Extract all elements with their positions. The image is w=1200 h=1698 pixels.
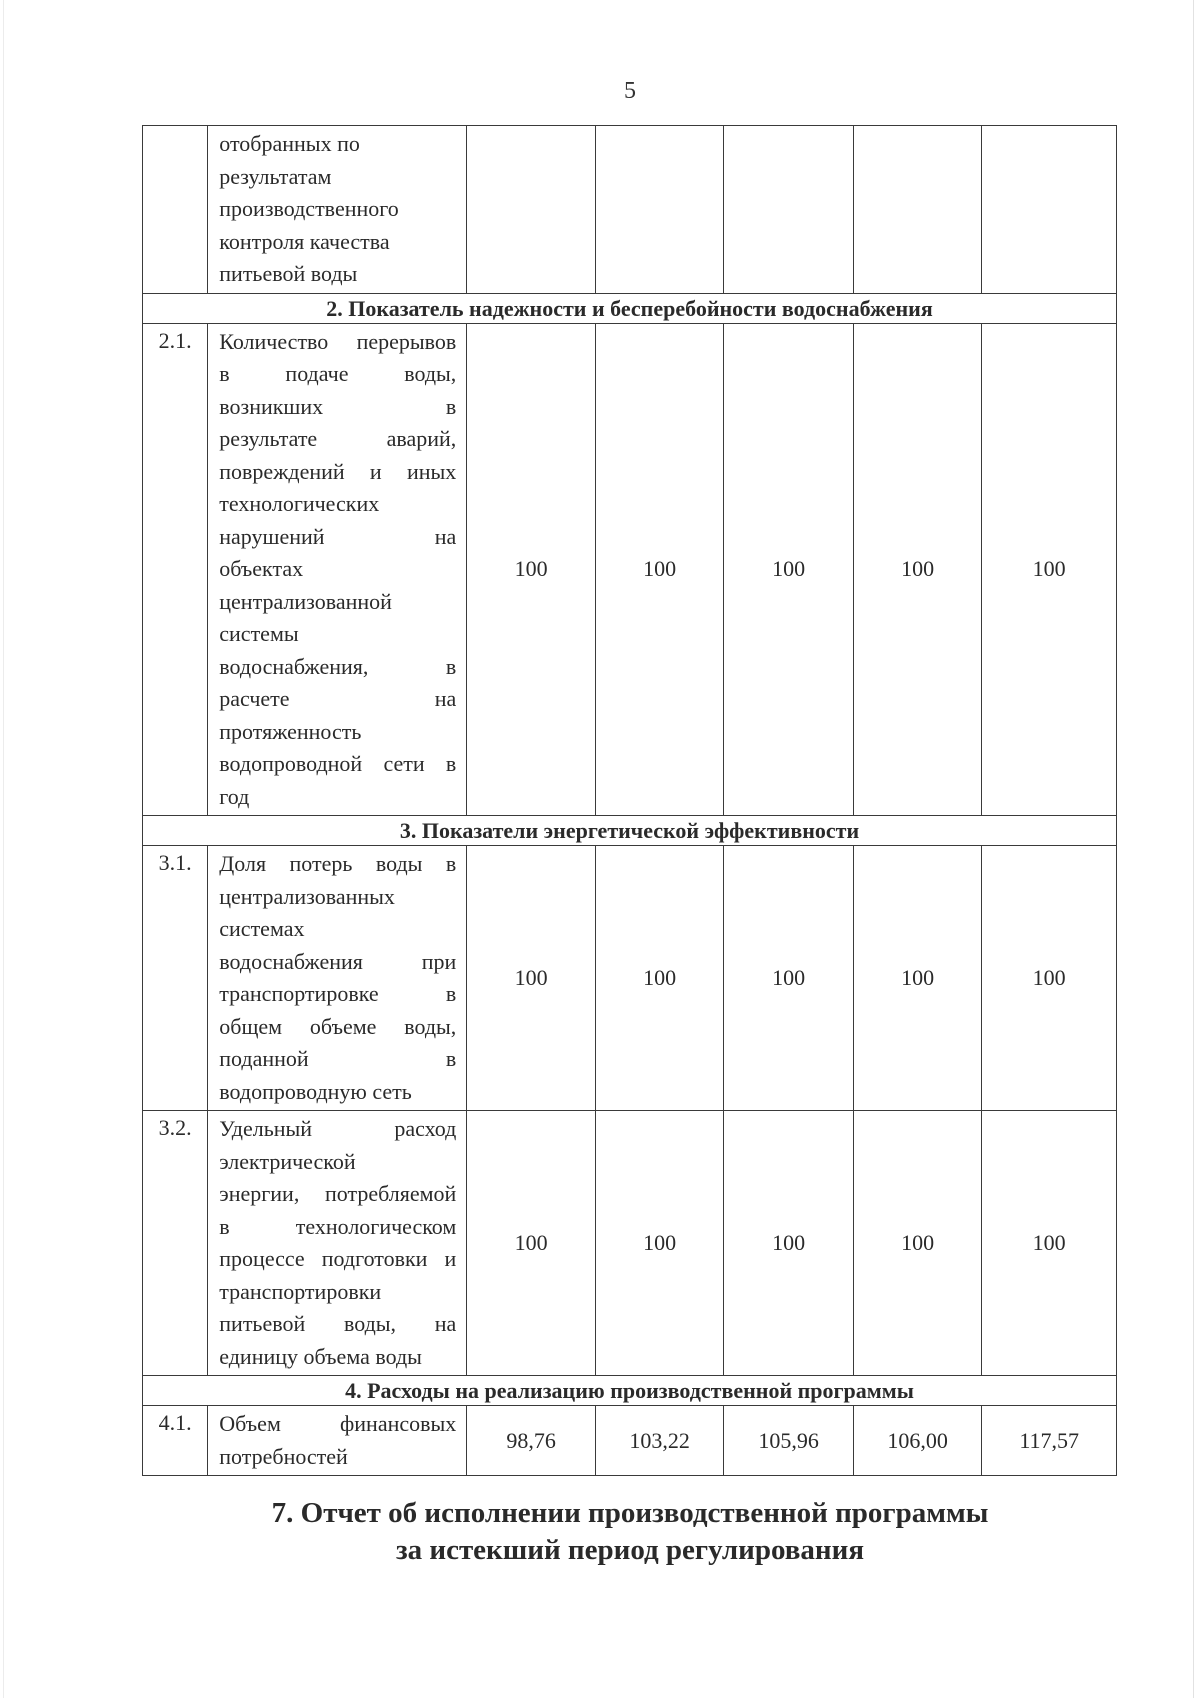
row-number: 4.1. xyxy=(143,1406,208,1476)
section-row xyxy=(143,816,1117,846)
section-row xyxy=(143,1376,1117,1406)
indicator-name-line: водоснабжения, в xyxy=(219,653,457,679)
section-heading xyxy=(0,1495,1200,1569)
value-cell: 100 xyxy=(724,846,854,1111)
indicator-name-line: процессе подготовки и xyxy=(219,1246,457,1271)
value-cell xyxy=(982,126,1117,294)
indicator-name-line: энергии, потребляемой xyxy=(219,1181,457,1206)
section-heading-line-1: 7. Отчет об исполнении производственной программы xyxy=(271,1497,989,1529)
section-title: 2. Показатель надежности и бесперебойности водоснабжения xyxy=(143,293,1117,323)
indicator-name-line: технологических xyxy=(219,491,380,516)
indicator-name-line: питьевой воды, на xyxy=(219,1311,457,1336)
row-number: 3.1. xyxy=(143,846,208,1111)
indicator-name xyxy=(208,1111,467,1376)
value-cell: 117,57 xyxy=(982,1406,1117,1476)
value-cell: 100 xyxy=(982,846,1117,1111)
indicator-name-line: системах xyxy=(219,916,305,941)
value-cell: 100 xyxy=(595,323,724,816)
value-cell: 100 xyxy=(853,323,982,816)
indicator-name-line: нарушений на xyxy=(219,523,457,549)
indicator-name-line: потребностей xyxy=(219,1443,348,1469)
value-cell: 100 xyxy=(724,1111,854,1376)
indicator-name-line: результатам xyxy=(219,163,332,189)
indicator-name xyxy=(208,126,467,294)
value-cell: 105,96 xyxy=(724,1406,854,1476)
scan-right-edge xyxy=(1193,0,1194,1698)
indicator-name-line: поданной в xyxy=(219,1046,457,1071)
table-row xyxy=(143,1111,1117,1376)
value-cell: 100 xyxy=(467,323,596,816)
indicator-name-line: возникших в xyxy=(219,393,457,419)
indicator-name-line: электрической xyxy=(219,1148,356,1174)
indicator-name-line: транспортировки xyxy=(219,1278,382,1304)
value-cell: 100 xyxy=(982,1111,1117,1376)
indicator-name-line: в подаче воды, xyxy=(219,361,457,386)
value-cell: 100 xyxy=(467,846,596,1111)
indicators-table xyxy=(142,125,1117,1476)
indicator-name-line: транспортировке в xyxy=(219,981,457,1006)
value-cell: 100 xyxy=(595,846,724,1111)
value-cell xyxy=(595,126,724,294)
table-body xyxy=(143,126,1117,1476)
indicator-name-line: производственного xyxy=(219,196,399,221)
indicator-name-line: Объем финансовых xyxy=(219,1411,457,1436)
indicator-name-line: объектах xyxy=(219,556,304,581)
section-row xyxy=(143,293,1117,323)
value-cell xyxy=(853,126,982,294)
indicator-name-line: Удельный расход xyxy=(219,1116,457,1141)
indicator-name-line: единицу объема воды xyxy=(219,1343,422,1369)
indicator-name-line: централизованной xyxy=(219,588,392,614)
indicator-name-line: системы xyxy=(219,621,299,646)
table-row xyxy=(143,126,1117,294)
indicator-name-line: повреждений и иных xyxy=(219,458,457,484)
indicator-name-line: водопроводную сеть xyxy=(219,1078,412,1104)
row-number: 2.1. xyxy=(143,323,208,816)
indicator-name xyxy=(208,323,467,816)
value-cell xyxy=(724,126,854,294)
table-row xyxy=(143,1406,1117,1476)
indicator-name-line: расчете на xyxy=(219,686,457,711)
indicator-name-line: контроля качества xyxy=(219,228,390,254)
indicator-name-line: в технологическом xyxy=(219,1213,457,1239)
indicator-name xyxy=(208,846,467,1111)
indicator-name-line: общем объеме воды, xyxy=(219,1013,457,1039)
value-cell: 100 xyxy=(467,1111,596,1376)
value-cell: 100 xyxy=(595,1111,724,1376)
indicator-name-line: результате аварий, xyxy=(219,426,457,451)
indicator-name-line: год xyxy=(219,783,250,809)
row-number: 3.2. xyxy=(143,1111,208,1376)
indicator-name xyxy=(208,1406,467,1476)
row-number xyxy=(143,126,208,294)
table-row xyxy=(143,846,1117,1111)
table-row xyxy=(143,323,1117,816)
indicator-name-line: протяженность xyxy=(219,718,362,744)
page-number: 5 xyxy=(624,78,636,104)
indicator-name-line: водопроводной сети в xyxy=(219,751,457,776)
value-cell: 100 xyxy=(853,1111,982,1376)
value-cell: 100 xyxy=(724,323,854,816)
value-cell: 100 xyxy=(853,846,982,1111)
value-cell: 98,76 xyxy=(467,1406,596,1476)
indicator-name-line: водоснабжения при xyxy=(219,948,457,974)
indicator-name-line: питьевой воды xyxy=(219,261,358,286)
indicator-name-line: Количество перерывов xyxy=(219,328,457,354)
value-cell: 100 xyxy=(982,323,1117,816)
section-heading-line-2: за истекший период регулирования xyxy=(395,1534,865,1566)
indicator-name-line: централизованных xyxy=(219,883,395,909)
section-title: 4. Расходы на реализацию производственной программы xyxy=(143,1376,1117,1406)
indicator-name-line: Доля потерь воды в xyxy=(219,851,457,876)
scan-left-edge xyxy=(3,0,4,1698)
value-cell xyxy=(467,126,596,294)
indicator-name-line: отобранных по xyxy=(219,131,360,156)
value-cell: 103,22 xyxy=(595,1406,724,1476)
value-cell: 106,00 xyxy=(853,1406,982,1476)
section-title: 3. Показатели энергетической эффективности xyxy=(143,816,1117,846)
